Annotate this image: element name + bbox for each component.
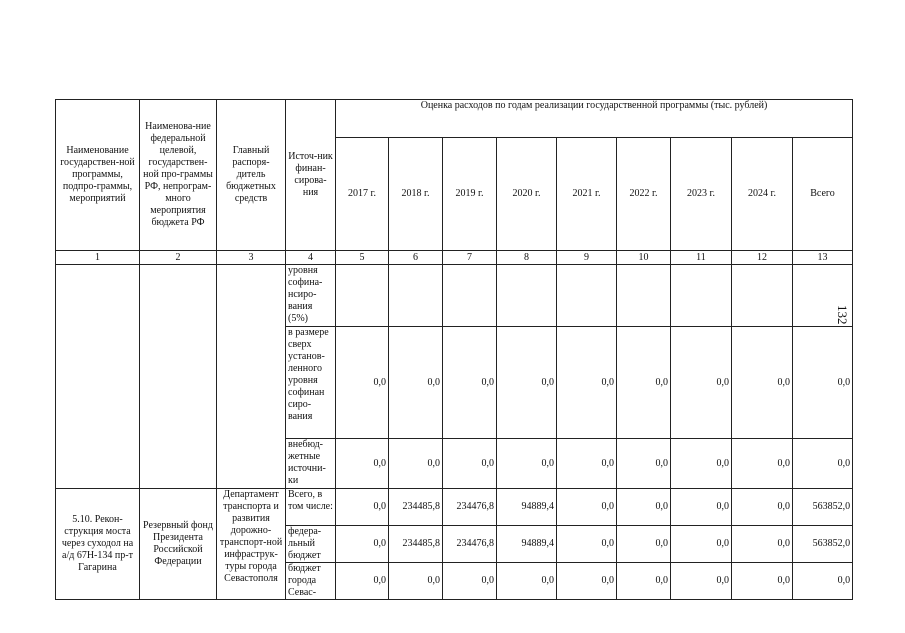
header-year-2020: 2020 г. — [497, 137, 557, 250]
value-cell: 234476,8 — [443, 489, 497, 526]
budget-manager-name: Департамент транспорта и развития дорожно-транспорт-ной инфраструк-туры города Севастополя — [217, 489, 286, 600]
value-cell: 0,0 — [557, 526, 617, 563]
column-number: 9 — [557, 251, 617, 265]
value-cell: 0,0 — [617, 327, 671, 439]
federal-program-name: Резервный фонд Президента Российской Федерации — [140, 489, 217, 600]
value-cell: 0,0 — [671, 327, 732, 439]
column-number: 1 — [56, 251, 140, 265]
value-cell: 0,0 — [617, 489, 671, 526]
header-year-2023: 2023 г. — [671, 137, 732, 250]
header-funding-source: Источ-ник финан-сирова-ния — [286, 100, 336, 251]
program-name-cell-empty — [56, 265, 140, 489]
value-cell: 0,0 — [557, 327, 617, 439]
column-number: 7 — [443, 251, 497, 265]
value-cell: 0,0 — [443, 327, 497, 439]
funding-source: в размере сверх установ-ленного уровня софинан сиро-вания — [286, 327, 336, 439]
value-cell: 0,0 — [793, 439, 853, 489]
value-cell: 0,0 — [793, 327, 853, 439]
column-numbers-row — [56, 251, 853, 265]
value-cell: 0,0 — [671, 489, 732, 526]
value-cell — [671, 265, 732, 327]
column-number: 4 — [286, 251, 336, 265]
value-cell: 0,0 — [336, 526, 389, 563]
page-number: 132 — [835, 305, 850, 325]
header-year-2017: 2017 г. — [336, 137, 389, 250]
value-cell: 94889,4 — [497, 526, 557, 563]
value-cell: 0,0 — [732, 489, 793, 526]
value-cell — [557, 265, 617, 327]
value-cell: 0,0 — [732, 439, 793, 489]
value-cell — [793, 265, 853, 327]
header-year-2018: 2018 г. — [389, 137, 443, 250]
funding-source: Всего, в том числе: — [286, 489, 336, 526]
column-number: 12 — [732, 251, 793, 265]
value-cell: 0,0 — [336, 439, 389, 489]
value-cell: 0,0 — [389, 563, 443, 600]
value-cell: 563852,0 — [793, 526, 853, 563]
value-cell — [617, 265, 671, 327]
value-cell: 0,0 — [732, 327, 793, 439]
column-number: 6 — [389, 251, 443, 265]
value-cell: 0,0 — [617, 439, 671, 489]
value-cell: 94889,4 — [497, 489, 557, 526]
value-cell: 0,0 — [497, 439, 557, 489]
value-cell: 0,0 — [671, 563, 732, 600]
value-cell — [443, 265, 497, 327]
column-number: 3 — [217, 251, 286, 265]
value-cell: 0,0 — [497, 327, 557, 439]
value-cell: 234485,8 — [389, 489, 443, 526]
value-cell: 0,0 — [617, 526, 671, 563]
column-number: 11 — [671, 251, 732, 265]
value-cell: 0,0 — [389, 439, 443, 489]
funding-source: бюджет города Севас- — [286, 563, 336, 600]
value-cell: 0,0 — [389, 327, 443, 439]
manager-cell-empty — [217, 265, 286, 489]
value-cell: 0,0 — [497, 563, 557, 600]
value-cell: 0,0 — [443, 439, 497, 489]
value-cell: 0,0 — [793, 563, 853, 600]
table-row — [56, 489, 853, 526]
value-cell: 0,0 — [617, 563, 671, 600]
value-cell: 0,0 — [732, 563, 793, 600]
value-cell: 234476,8 — [443, 526, 497, 563]
table-row — [56, 265, 853, 327]
column-number: 5 — [336, 251, 389, 265]
value-cell: 0,0 — [336, 489, 389, 526]
value-cell: 0,0 — [336, 327, 389, 439]
measure-name: 5.10. Рекон-струкция моста через суходол на а/д 67Н-134 пр-т Гагарина — [56, 489, 140, 600]
value-cell: 0,0 — [557, 563, 617, 600]
value-cell — [389, 265, 443, 327]
header-budget-manager: Главный распоря-дитель бюджетных средств — [217, 100, 286, 251]
value-cell: 234485,8 — [389, 526, 443, 563]
header-spending-title: Оценка расходов по годам реализации государственной программы (тыс. рублей) — [336, 100, 853, 138]
value-cell: 0,0 — [557, 489, 617, 526]
header-year-2021: 2021 г. — [557, 137, 617, 250]
funding-source: внебюд-жетные источни-ки — [286, 439, 336, 489]
header-program-name: Наименование государствен-ной программы, подпро-граммы, мероприятий — [56, 100, 140, 251]
funding-source: уровня софина-нсиро-вания (5%) — [286, 265, 336, 327]
column-number: 13 — [793, 251, 853, 265]
header-federal-program: Наименова-ние федеральной целевой, государствен-ной про-граммы РФ, непрограм-много мероприятия бюджета РФ — [140, 100, 217, 251]
value-cell: 0,0 — [671, 439, 732, 489]
value-cell — [497, 265, 557, 327]
value-cell: 0,0 — [443, 563, 497, 600]
federal-program-cell-empty — [140, 265, 217, 489]
funding-source: федера-льный бюджет — [286, 526, 336, 563]
header-year-2022: 2022 г. — [617, 137, 671, 250]
value-cell: 0,0 — [336, 563, 389, 600]
value-cell: 0,0 — [732, 526, 793, 563]
value-cell: 0,0 — [557, 439, 617, 489]
header-year-2024: 2024 г. — [732, 137, 793, 250]
header-year-2019: 2019 г. — [443, 137, 497, 250]
column-number: 8 — [497, 251, 557, 265]
value-cell: 0,0 — [671, 526, 732, 563]
column-number: 2 — [140, 251, 217, 265]
budget-table — [55, 99, 853, 600]
value-cell — [732, 265, 793, 327]
header-total: Всего — [793, 137, 853, 250]
value-cell — [336, 265, 389, 327]
value-cell: 563852,0 — [793, 489, 853, 526]
column-number: 10 — [617, 251, 671, 265]
